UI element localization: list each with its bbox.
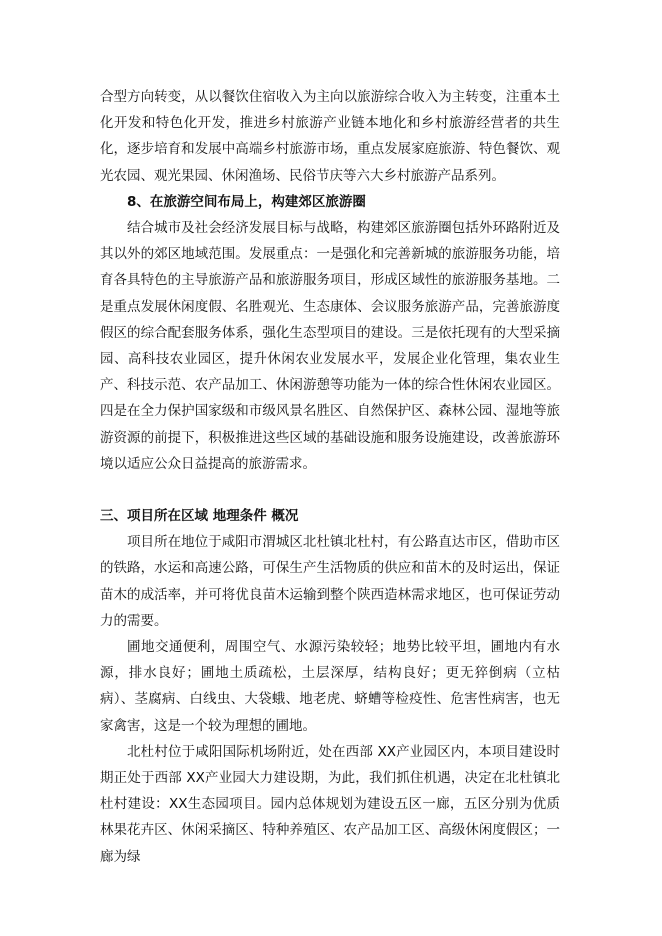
intro-paragraph: 合型方向转变，从以餐饮住宿收入为主向以旅游综合收入为主转变，注重本土化开发和特色化开发，推进乡村旅游产业链本地化和乡村旅游经营者的共生化，逐步培育和发展中高端乡村旅游市场，重点发展家庭旅游、特色餐饮、观光农园、观光果园、休闲渔场、民俗节庆等六大乡村旅游产品系列。 [100,89,560,184]
location-paragraph: 项目所在地位于咸阳市渭城区北杜镇北杜村，有公路直达市区，借助市区的铁路，水运和高速公路，可保生产生活物质的供应和苗木的及时运出，保证苗木的成活率，并可将优良苗木运输到整个陕西造林需求地区，也可保证劳动力的需要。 [100,534,560,629]
conditions-paragraph: 圃地交通便利，周围空气、水源污染较轻；地势比较平坦，圃地内有水源，排水良好；圃地土质疏松，土层深厚，结构良好；更无猝倒病（立枯病）、茎腐病、白线虫、大袋蛾、地老虎、蛴螬等检疫性、危害性病害，也无家禽害，这是一个较为理想的圃地。 [100,639,560,734]
document-body [100,84,560,870]
section-8-heading: 8、在旅游空间布局上，构建郊区旅游圈 [127,193,366,210]
village-paragraph: 北杜村位于咸阳国际机场附近，处在西部 XX产业园区内，本项目建设时期正处于西部 XX产业园大力建设期，为此，我们抓住机遇，决定在北杜镇北杜村建设：XX生态园项目。园内总体规划为建设五区一廊，五区分别为优质林果花卉区、休闲采摘区、特种养殖区、农产品加工区、高级休闲度假区；一廊为绿 [100,743,560,865]
section-8-paragraph: 结合城市及社会经济发展目标与战略，构建郊区旅游圈包括外环路附近及其以外的郊区地域范围。发展重点：一是强化和完善新城的旅游服务功能，培育各具特色的主导旅游产品和旅游服务项目，形成区域性的旅游服务基地。二是重点发展休闲度假、名胜观光、生态康体、会议服务旅游产品，完善旅游度假区的综合配套服务体系，强化生态型项目的建设。三是依托现有的大型采摘园、高科技农业园区，提升休闲农业发展水平，发展企业化管理，集农业生产、科技示范、农产品加工、休闲游憩等功能为一体的综合性休闲农业园区。四是在全力保护国家级和市级风景名胜区、自然保护区、森林公园、湿地等旅游资源的前提下，积极推进这些区域的基础设施和服务设施建设，改善旅游环境以适应公众日益提高的旅游需求。 [100,220,560,472]
section-3-heading: 三、项目所在区域 地理条件 概况 [100,508,299,525]
